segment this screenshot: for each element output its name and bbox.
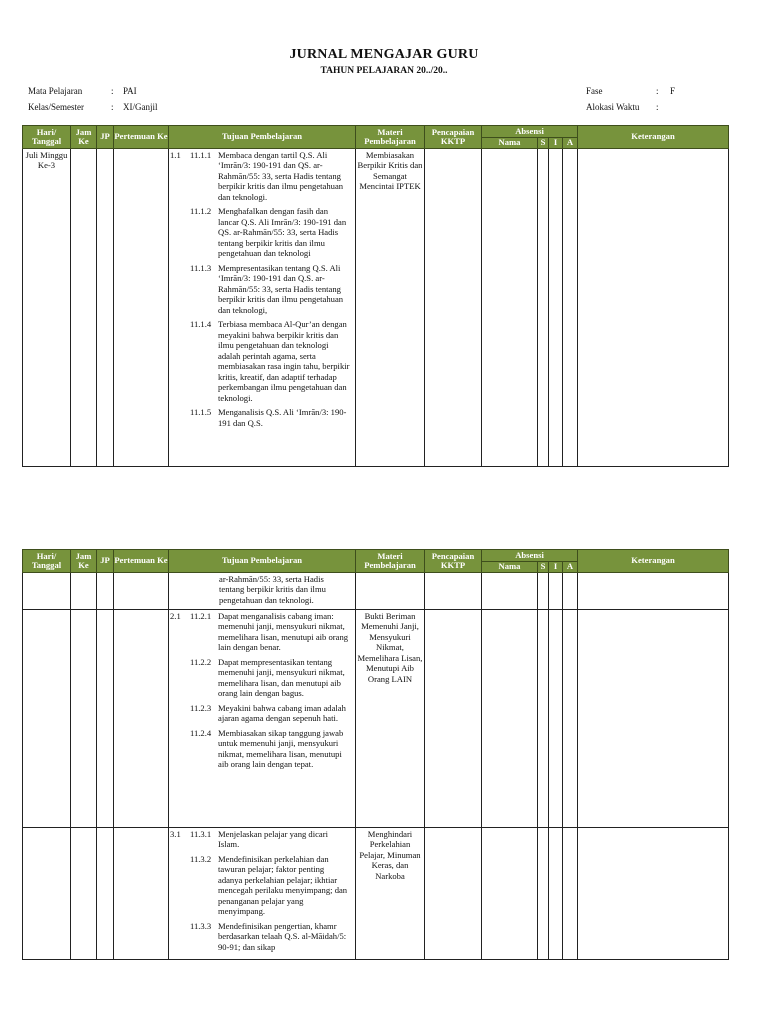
sub-number: 11.1.3 <box>190 262 212 273</box>
tp-number: 3.1 <box>170 829 181 839</box>
nama-cell <box>482 573 538 610</box>
nama-cell <box>482 149 538 467</box>
sub-number: 11.2.1 <box>190 611 212 621</box>
kelas-colon: : <box>111 102 114 112</box>
header-hari: Hari/ Tanggal <box>23 126 71 149</box>
jp-cell <box>97 573 114 610</box>
fase-colon: : <box>656 86 659 96</box>
sub-number: 11.3.1 <box>190 829 212 839</box>
jam-cell <box>71 149 97 467</box>
jp-cell <box>97 149 114 467</box>
jam-cell <box>71 610 97 828</box>
document-subtitle: TAHUN PELAJARAN 20../20.. <box>320 66 448 76</box>
keterangan-cell <box>578 828 729 960</box>
mapel-label: Mata Pelajaran <box>28 86 83 96</box>
i-cell <box>549 149 563 467</box>
jam-cell <box>71 828 97 960</box>
tp-number: 1.1 <box>170 150 181 160</box>
sub-text: Mendefinisikan perkelahian dan tawuran pelajar; faktor penting adanya perkelahian pelajar; ikhtiar mencegah perilaku menyimpang; dan penanganan pelajar yang menyimpang. <box>218 853 348 917</box>
sub-number: 11.2.3 <box>190 702 212 713</box>
header-absensi: Absensi <box>482 550 578 562</box>
a-cell <box>563 828 578 960</box>
materi-cell: Bukti Beriman Memenuhi Janji, Mensyukuri Nikmat, Memelihara Lisan, Menutupi Aib Orang LAIN <box>356 610 425 828</box>
sub-number: 11.3.2 <box>190 853 212 864</box>
sub-number: 11.2.4 <box>190 727 212 738</box>
s-cell <box>538 828 549 960</box>
hari-cell: Juli Minggu Ke-3 <box>23 149 71 467</box>
header-s: S <box>538 138 549 149</box>
sub-text: Mendefinisikan pengertian, khamr berdasarkan telaah Q.S. al-Māidah/5: 90-91; dan sikap <box>218 920 347 952</box>
tujuan-cell <box>169 828 356 960</box>
sub-number: 11.1.2 <box>190 206 212 217</box>
jam-cell <box>71 573 97 610</box>
hari-cell <box>23 610 71 828</box>
table-row <box>23 828 729 960</box>
header-i: I <box>549 562 563 573</box>
sub-text: Menganalisis Q.S. Ali ‘Imrān/3: 190-191 dan Q.S. <box>218 407 347 428</box>
pencapaian-cell <box>425 573 482 610</box>
pencapaian-cell <box>425 828 482 960</box>
table-row <box>23 149 729 467</box>
mapel-value: PAI <box>123 86 137 96</box>
header-a: A <box>563 138 578 149</box>
hari-cell <box>23 828 71 960</box>
header-absensi: Absensi <box>482 126 578 138</box>
nama-cell <box>482 828 538 960</box>
header-hari: Hari/ Tanggal <box>23 550 71 573</box>
journal-table-page-1 <box>22 125 729 467</box>
tujuan-cell <box>169 149 356 467</box>
sub-text: Menjelaskan pelajar yang dicari Islam. <box>218 829 328 850</box>
tujuan-cell <box>169 610 356 828</box>
sub-text: Menghafalkan dengan fasih dan lancar Q.S. Ali Imrān/3: 190-191 dan QS. ar-Rahmān/55: 33, serta Hadis tentang berpikir kritis dan ilmu pengetahuan dan teknologi <box>218 206 347 259</box>
sub-text: Membaca dengan tartil Q.S. Ali ‘Imrān/3: 190-191 dan QS. ar-Rahmān/55: 33, serta Hadis tentang berpikir kritis dan ilmu pengetahuan dan teknologi. <box>218 150 344 202</box>
materi-cell: Membiasakan Berpikir Kritis dan Semangat Mencintai IPTEK <box>356 149 425 467</box>
sub-number: 11.1.1 <box>190 150 212 160</box>
sub-text: Dapat mempresentasikan tentang memenuhi janji, mensyukuri nikmat, memelihara lisan, dan menutupi aib orang lain dengan bagus. <box>218 656 345 699</box>
header-tujuan: Tujuan Pembelajaran <box>169 550 356 573</box>
header-tujuan: Tujuan Pembelajaran <box>169 126 356 149</box>
alokasi-colon: : <box>656 102 659 112</box>
table-row <box>23 610 729 828</box>
header-a: A <box>563 562 578 573</box>
header-materi: Materi Pembelajaran <box>356 550 425 573</box>
i-cell <box>549 828 563 960</box>
pencapaian-cell <box>425 149 482 467</box>
document-title: JURNAL MENGAJAR GURU <box>289 47 479 62</box>
journal-table-page-2 <box>22 549 729 960</box>
mapel-colon: : <box>111 86 114 96</box>
header-pencapaian: Pencapaian KKTP <box>425 126 482 149</box>
header-jp: JP <box>97 550 114 573</box>
keterangan-cell <box>578 610 729 828</box>
table-row <box>23 573 729 610</box>
s-cell <box>538 610 549 828</box>
sub-number: 11.3.3 <box>190 920 212 931</box>
pertemuan-cell <box>114 828 169 960</box>
tujuan-cell <box>169 573 356 610</box>
pertemuan-cell <box>114 610 169 828</box>
sub-text: Membiasakan sikap tanggung jawab untuk memenuhi janji, mensyukuri nikmat, memelihara lisan, menutupi aib orang lain dengan tepat. <box>218 727 344 770</box>
header-keterangan: Keterangan <box>578 550 729 573</box>
sub-number: 11.2.2 <box>190 656 212 667</box>
header-keterangan: Keterangan <box>578 126 729 149</box>
header-jp: JP <box>97 126 114 149</box>
sub-text: Terbiasa membaca Al-Qur’an dengan meyakini bahwa berpikir kritis dan ilmu pengetahuan dan teknologi adalah perintah agama, serta membiasakan rasa ingin tahu, berpikir kritis, kreatif, dan adaptif terhadap perkembangan ilmu pengetahuan dan teknologi. <box>218 319 350 403</box>
sub-text: Mempresentasikan tentang Q.S. Ali ‘Imrān/3: 190-191 dan Q.S. ar- Rahmān/55: 33, serta Hadis tentang berpikir kritis dan ilmu pengetahuan dan teknologi, <box>218 262 344 315</box>
header-nama: Nama <box>482 562 538 573</box>
header-jam: Jam Ke <box>71 550 97 573</box>
a-cell <box>563 610 578 828</box>
nama-cell <box>482 610 538 828</box>
a-cell <box>563 573 578 610</box>
header-i: I <box>549 138 563 149</box>
a-cell <box>563 149 578 467</box>
keterangan-cell <box>578 149 729 467</box>
header-pertemuan: Pertemuan Ke <box>114 550 169 573</box>
continuation-text: ar-Rahmān/55: 33, serta Hadis tentang berpikir kritis dan ilmu pengetahuan dan teknologi. <box>219 574 326 605</box>
header-materi: Materi Pembelajaran <box>356 126 425 149</box>
materi-cell <box>356 573 425 610</box>
s-cell <box>538 149 549 467</box>
jp-cell <box>97 828 114 960</box>
header-pencapaian: Pencapaian KKTP <box>425 550 482 573</box>
pertemuan-cell <box>114 573 169 610</box>
s-cell <box>538 573 549 610</box>
materi-cell: Menghindari Perkelahian Pelajar, Minuman Keras, dan Narkoba <box>356 828 425 960</box>
sub-number: 11.1.5 <box>190 407 212 418</box>
sub-number: 11.1.4 <box>190 319 212 330</box>
pertemuan-cell <box>114 149 169 467</box>
header-nama: Nama <box>482 138 538 149</box>
sub-text: Dapat menganalisis cabang iman: memenuhi janji, mensyukuri nikmat, memelihara lisan, menutupi aib orang lain dengan benar. <box>218 611 349 653</box>
header-s: S <box>538 562 549 573</box>
kelas-label: Kelas/Semester <box>28 102 84 112</box>
keterangan-cell <box>578 573 729 610</box>
hari-cell <box>23 573 71 610</box>
alokasi-label: Alokasi Waktu <box>586 102 640 112</box>
fase-label: Fase <box>586 86 603 96</box>
i-cell <box>549 573 563 610</box>
header-pertemuan: Pertemuan Ke <box>114 126 169 149</box>
sub-text: Meyakini bahwa cabang iman adalah ajaran agama dengan sepenuh hati. <box>218 702 346 724</box>
fase-value: F <box>670 86 676 96</box>
i-cell <box>549 610 563 828</box>
pencapaian-cell <box>425 610 482 828</box>
header-jam: Jam Ke <box>71 126 97 149</box>
tp-number: 2.1 <box>170 611 181 621</box>
jp-cell <box>97 610 114 828</box>
kelas-value: XI/Ganjil <box>123 102 158 112</box>
